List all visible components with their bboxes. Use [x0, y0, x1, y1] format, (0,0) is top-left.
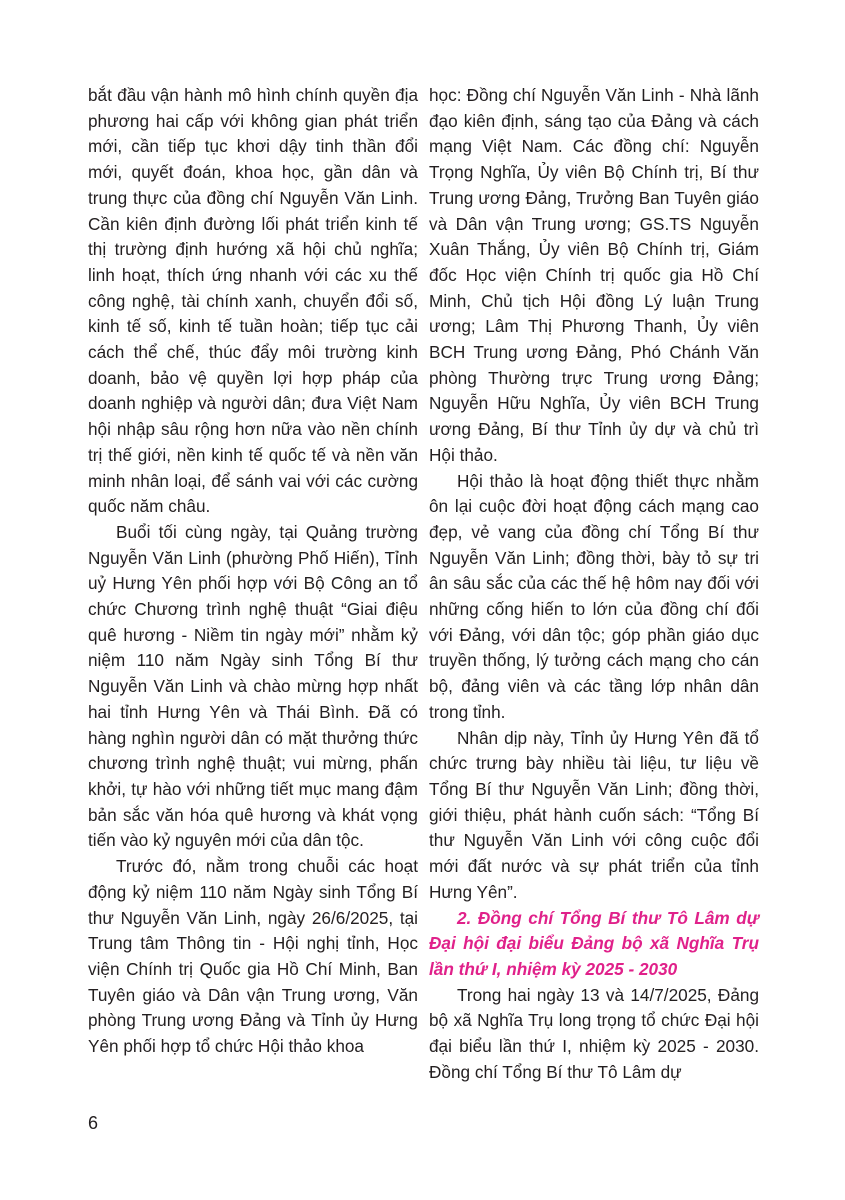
paragraph-congress: Trong hai ngày 13 và 14/7/2025, Đảng bộ xã Nghĩa Trụ long trọng tổ chức Đại hội đại biểu lần thứ I, nhiệm kỳ 2025 - 2030. Đồng chí Tổng Bí thư Tô Lâm dự: [429, 984, 759, 1082]
section-heading: 2. Đồng chí Tổng Bí thư Tô Lâm dự Đại hội đại biểu Đảng bộ xã Nghĩa Trụ lần thứ I, nhiệm kỳ 2025 - 2030: [429, 907, 759, 979]
paragraph-exhibition: Nhân dịp này, Tỉnh ủy Hưng Yên đã tổ chức trưng bày nhiều tài liệu, tư liệu về Tổng Bí thư Nguyễn Văn Linh; đồng thời, giới thiệu, phát hành cuốn sách: “Tổng Bí thư Nguyễn Văn Linh với công cuộc đổi mới đất nước và sự phát triển của tỉnh Hưng Yên”.: [429, 727, 759, 902]
paragraph-evening-program: Buổi tối cùng ngày, tại Quảng trường Nguyễn Văn Linh (phường Phố Hiến), Tỉnh uỷ Hưng Yên phối hợp với Bộ Công an tổ chức Chương trình nghệ thuật “Giai điệu quê hương - Niềm tin ngày mới” nhằm kỷ niệm 110 năm Ngày sinh Tổng Bí thư Nguyễn Văn Linh và chào mừng hợp nhất hai tỉnh Hưng Yên và Thái Bình. Đã có hàng nghìn người dân có mặt thưởng thức chương trình nghệ thuật; vui mừng, phấn khởi, tự hào với những tiết mục mang đậm bản sắc văn hóa quê hương và khát vọng tiến vào kỷ nguyên mới của dân tộc.: [88, 521, 418, 851]
paragraph-conference-intro: Trước đó, nằm trong chuỗi các hoạt động kỷ niệm 110 năm Ngày sinh Tổng Bí thư Nguyễn Văn Linh, ngày 26/6/2025, tại Trung tâm Thông tin - Hội nghị tỉnh, Học viện Chính trị Quốc gia Hồ Chí Minh, Ban Tuyên giáo và Dân vận Trung ương, Văn phòng Trung ương Đảng và Tỉnh ủy Hưng Yên phối hợp tổ chức Hội thảo khoa: [88, 856, 418, 1057]
left-column: [88, 83, 418, 1060]
paragraph-conference-details: học: Đồng chí Nguyễn Văn Linh - Nhà lãnh đạo kiên định, sáng tạo của Đảng và cách mạng Việt Nam. Các đồng chí: Nguyễn Trọng Nghĩa, Ủy viên Bộ Chính trị, Bí thư Trung ương Đảng, Trưởng Ban Tuyên giáo và Dân vận Trung ương; GS.TS Nguyễn Xuân Thắng, Ủy viên Bộ Chính trị, Giám đốc Học viện Chính trị quốc gia Hồ Chí Minh, Chủ tịch Hội đồng Lý luận Trung ương; Lâm Thị Phương Thanh, Ủy viên BCH Trung ương Đảng, Phó Chánh Văn phòng Thường trực Trung ương Đảng; Nguyễn Hữu Nghĩa, Ủy viên BCH Trung ương Đảng, Bí thư Tỉnh ủy dự và chủ trì Hội thảo.: [429, 85, 759, 465]
page-number: 6: [88, 1113, 99, 1133]
paragraph-conference-purpose: Hội thảo là hoạt động thiết thực nhằm ôn lại cuộc đời hoạt động cách mạng cao đẹp, vẻ vang của đồng chí Tổng Bí thư Nguyễn Văn Linh; đồng thời, bày tỏ sự tri ân sâu sắc của các thế hệ hôm nay đối với những cống hiến to lớn của đồng chí đối với Đảng, với dân tộc; góp phần giáo dục truyền thống, lý tưởng cách mạng cho cán bộ, đảng viên và các tầng lớp nhân dân trong tỉnh.: [429, 470, 759, 722]
paragraph-continued: bắt đầu vận hành mô hình chính quyền địa phương hai cấp với không gian phát triển mới, cần tiếp tục khơi dậy tinh thần đổi mới, quyết đoán, khoa học, gần dân và trung thực của đồng chí Nguyễn Văn Linh. Cần kiên định đường lối phát triển kinh tế thị trường định hướng xã hội chủ nghĩa; linh hoạt, thích ứng nhanh với các xu thế công nghệ, tài chính xanh, chuyển đổi số, kinh tế số, kinh tế tuần hoàn; tiếp tục cải cách thể chế, thúc đẩy môi trường kinh doanh, bảo vệ quyền lợi hợp pháp của doanh nghiệp và người dân; đưa Việt Nam hội nhập sâu rộng hơn nữa vào nền chính trị thế giới, nền kinh tế quốc tế và nền văn minh nhân loại, để sánh vai với các cường quốc năm châu.: [88, 85, 418, 517]
right-column: [429, 83, 759, 1085]
